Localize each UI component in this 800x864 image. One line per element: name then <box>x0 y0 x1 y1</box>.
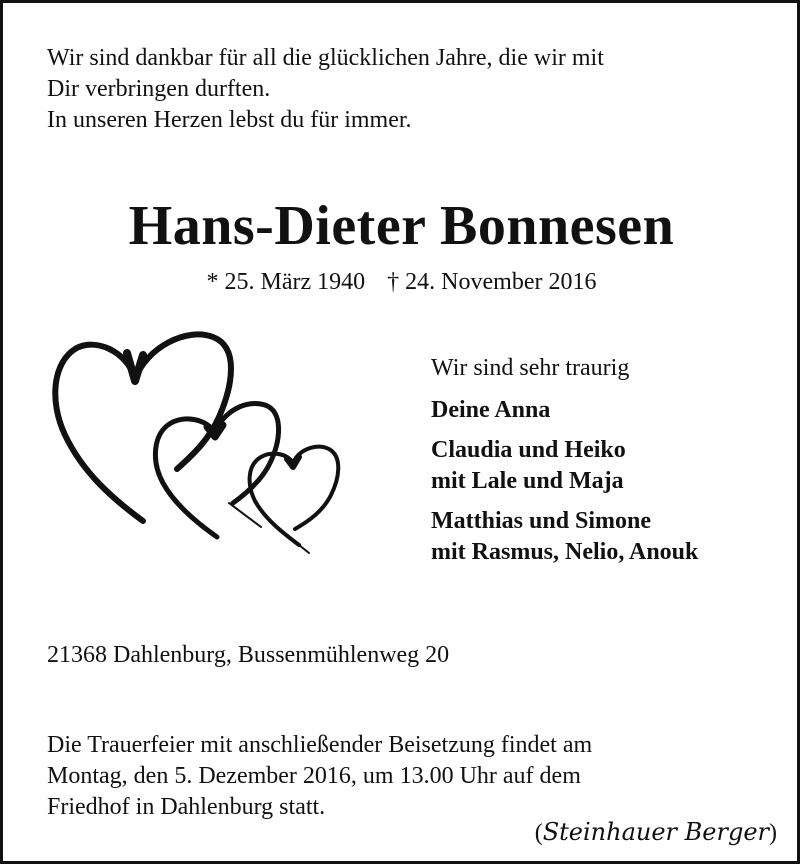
paren-open: ( <box>534 820 543 846</box>
service-line-3: Friedhof in Dahlenburg statt. <box>47 794 326 820</box>
mourners-lead: Wir sind sehr traurig <box>431 355 630 381</box>
mourner-group <box>431 435 791 497</box>
intro-line-3: In unseren Herzen lebst du für immer. <box>47 107 412 133</box>
birth-date: * 25. März 1940 <box>206 269 366 295</box>
funeral-service-info <box>47 730 767 823</box>
intro-line-1: Wir sind dankbar für all die glücklichen Jahre, die wir mit <box>47 45 604 71</box>
family-address: 21368 Dahlenburg, Bussenmühlenweg 20 <box>47 642 450 668</box>
service-line-2: Montag, den 5. Dezember 2016, um 13.00 Uhr auf dem <box>47 763 581 789</box>
mourner-group <box>431 506 791 568</box>
undertaker-name: Steinhauer Berger <box>542 818 769 846</box>
intro-text <box>47 43 767 136</box>
three-hearts-icon <box>47 323 347 563</box>
life-dates <box>3 267 800 297</box>
mourner-line: mit Rasmus, Nelio, Anouk <box>431 539 699 565</box>
mourner-line: Claudia und Heiko <box>431 437 626 463</box>
undertaker-signature <box>535 817 777 848</box>
mourner-group <box>431 395 791 426</box>
mourners-list <box>431 353 791 577</box>
mourner-line: Matthias und Simone <box>431 508 652 534</box>
deceased-name: Hans-Dieter Bonnesen <box>128 195 675 257</box>
mourner-line: mit Lale und Maja <box>431 468 624 494</box>
death-date: † 24. November 2016 <box>387 269 597 295</box>
service-line-1: Die Trauerfeier mit anschließender Beisetzung findet am <box>47 732 593 758</box>
mourner-line: Deine Anna <box>431 397 551 423</box>
intro-line-2: Dir verbringen durften. <box>47 76 271 102</box>
paren-close: ) <box>769 820 777 846</box>
